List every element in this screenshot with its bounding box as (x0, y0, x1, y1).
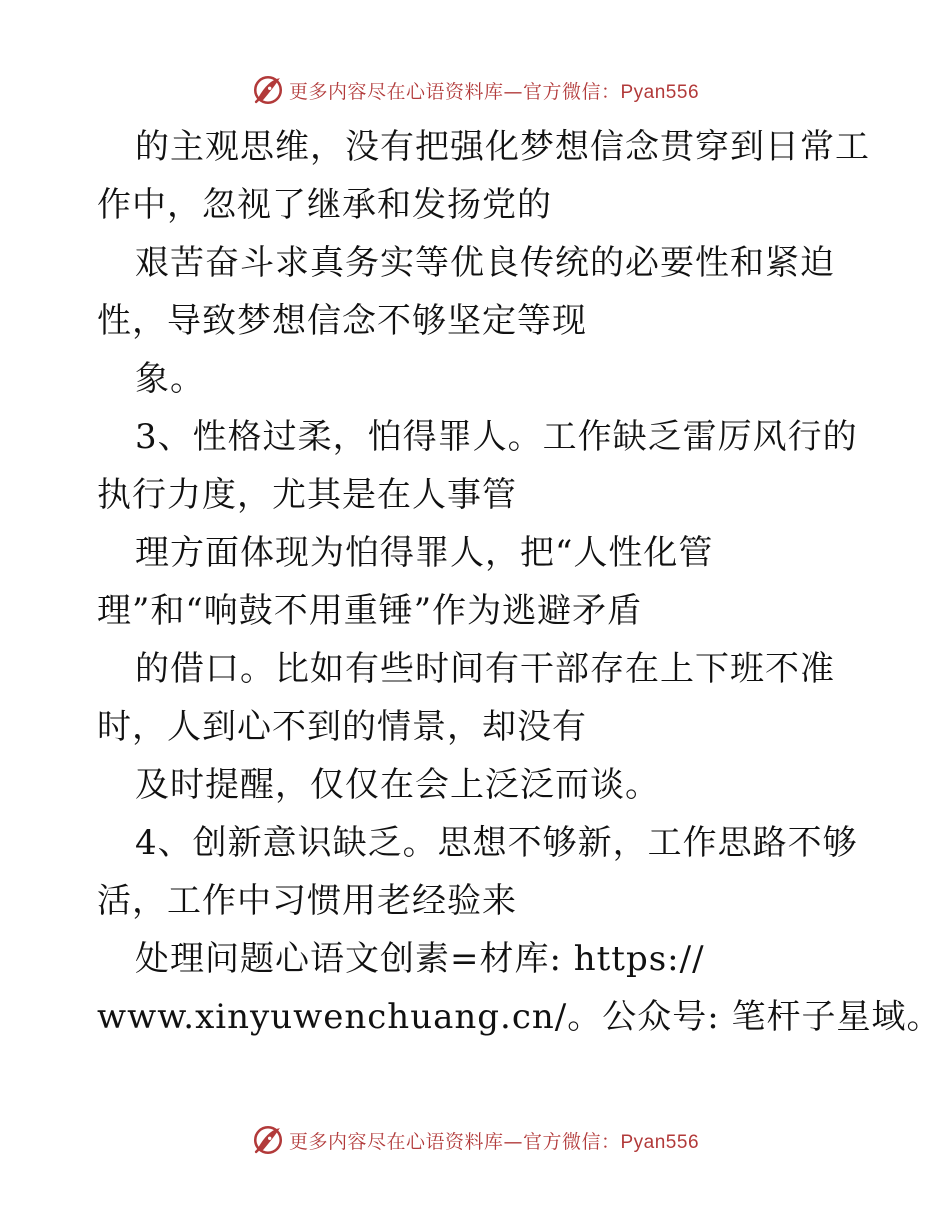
banner-dash: — (503, 1130, 523, 1153)
text-line: 3、性格过柔，怕得罪人。工作缺乏雷厉风行的 (135, 417, 858, 457)
text-line: 的借口。比如有些时间有干部存在上下班不准 (135, 649, 835, 689)
banner-wechat-id: Pyan556 (620, 1131, 700, 1153)
pen-nib-circle-icon (251, 73, 285, 107)
banner-text (289, 1127, 699, 1154)
banner-prefix: 更多内容尽在心语资料库 (288, 1130, 504, 1153)
banner-text (289, 77, 699, 104)
header-banner (0, 70, 950, 110)
text-line: 理”和“响鼓不用重锤”作为逃避矛盾 (97, 591, 643, 631)
text-line-url: www.xinyuwenchuang.cn/。公众号: 笔杆子星域。 (97, 997, 942, 1037)
footer-banner (0, 1120, 950, 1160)
banner-prefix: 更多内容尽在心语资料库 (288, 80, 504, 103)
text-line: 活，工作中习惯用老经验来 (97, 881, 517, 921)
text-line: 艰苦奋斗求真务实等优良传统的必要性和紧迫 (135, 243, 835, 283)
banner-wechat-id: Pyan556 (620, 81, 700, 103)
text-line: 理方面体现为怕得罪人，把“人性化管 (135, 533, 714, 573)
text-line: 性，导致梦想信念不够坚定等现 (97, 301, 587, 341)
banner-wechat-label: 官方微信： (522, 1130, 621, 1153)
text-line: 及时提醒，仅仅在会上泛泛而谈。 (135, 765, 660, 805)
text-line: 4、创新意识缺乏。思想不够新，工作思路不够 (135, 823, 858, 863)
pen-nib-circle-icon (251, 1123, 285, 1157)
text-line: 象。 (135, 359, 205, 399)
text-line: 作中，忽视了继承和发扬党的 (97, 185, 552, 225)
text-line: 时，人到心不到的情景，却没有 (97, 707, 587, 747)
text-line: 执行力度，尤其是在人事管 (97, 475, 517, 515)
banner-dash: — (503, 80, 523, 103)
banner-wechat-label: 官方微信： (522, 80, 621, 103)
text-line: 的主观思维，没有把强化梦想信念贯穿到日常工 (135, 127, 870, 167)
text-line-with-url: 处理问题心语文创素=材库: https:// (135, 939, 705, 979)
